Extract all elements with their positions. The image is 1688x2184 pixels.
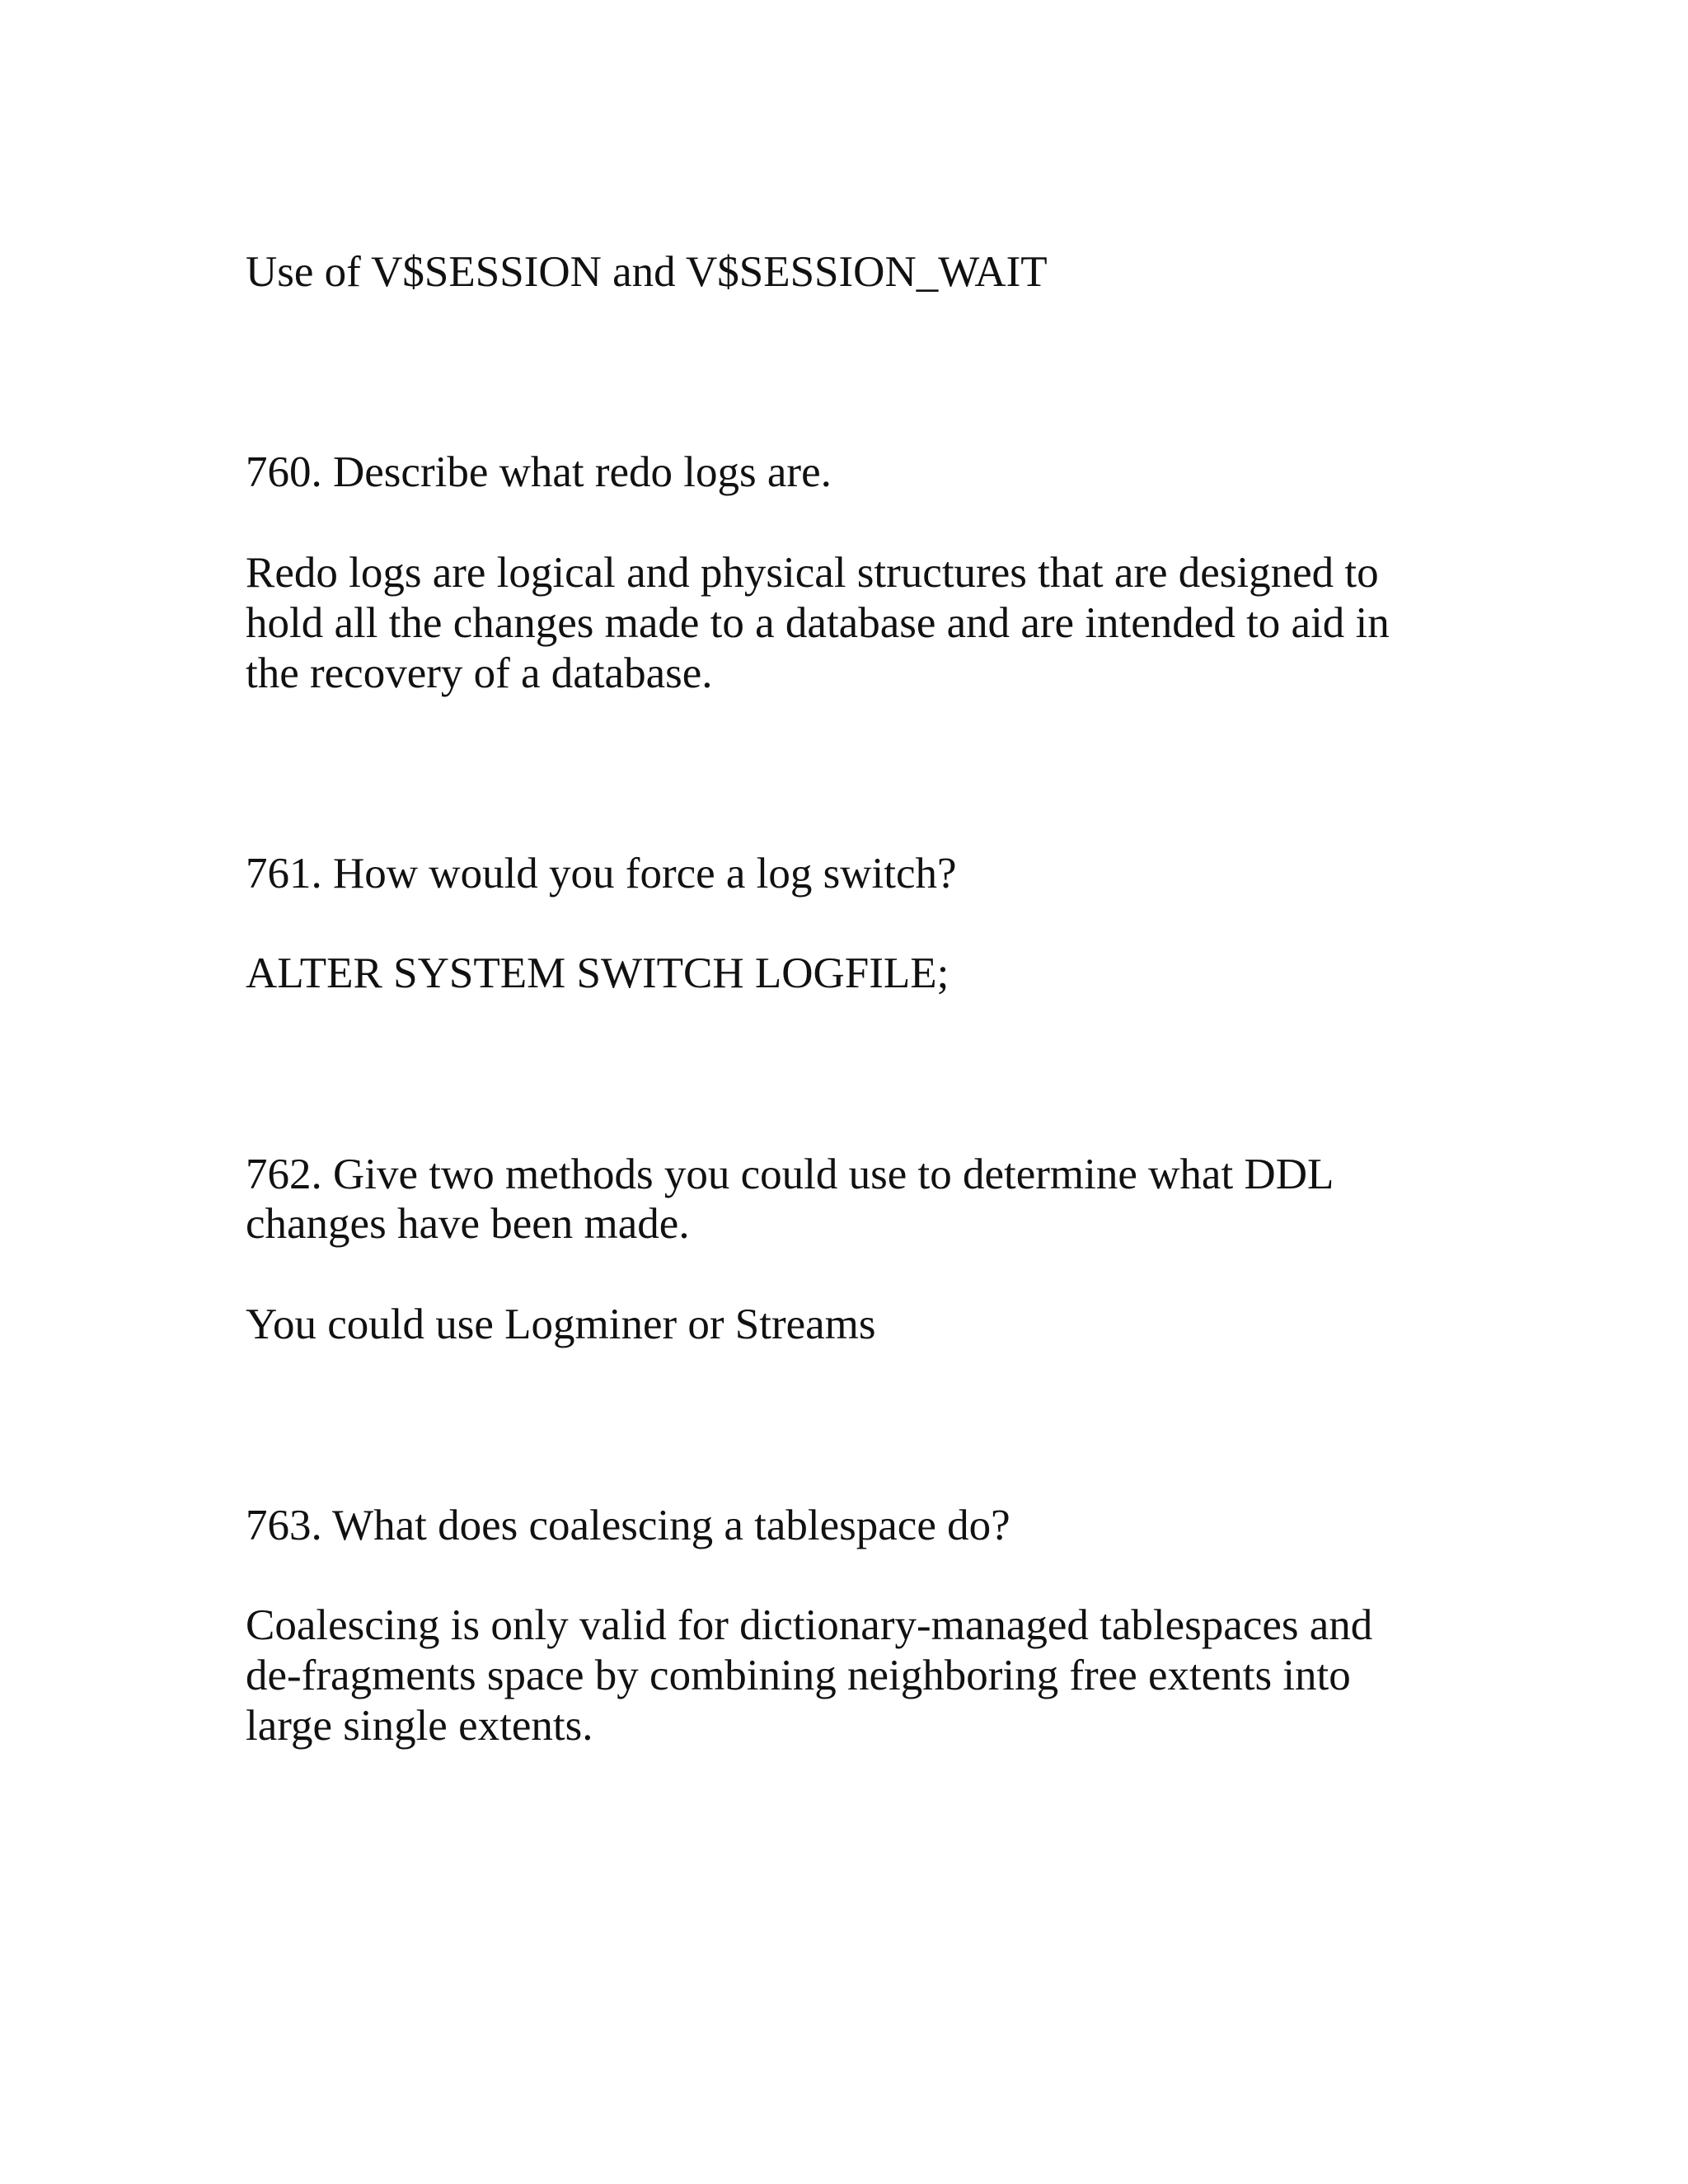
answer-760-line-3: the recovery of a database. [246,649,713,697]
answer-761: ALTER SYSTEM SWITCH LOGFILE; [246,949,950,997]
question-762-line-2: changes have been made. [246,1200,690,1248]
answer-762: You could use Logminer or Streams [246,1301,876,1348]
question-760: 760. Describe what redo logs are. [246,448,832,496]
answer-760-line-2: hold all the changes made to a database and are intended to aid in [246,599,1390,647]
question-761: 761. How would you force a log switch? [246,850,957,898]
answer-760-line-1: Redo logs are logical and physical structures that are designed to [246,549,1379,597]
question-762-line-1: 762. Give two methods you could use to determine what DDL [246,1151,1334,1198]
answer-763-line-2: de-fragments space by combining neighboring free extents into [246,1652,1351,1699]
answer-763-line-3: large single extents. [246,1702,593,1750]
question-763: 763. What does coalescing a tablespace do? [246,1502,1010,1549]
answer-763-line-1: Coalescing is only valid for dictionary-managed tablespaces and [246,1601,1373,1649]
intro-text: Use of V$SESSION and V$SESSION_WAIT [246,248,1048,296]
